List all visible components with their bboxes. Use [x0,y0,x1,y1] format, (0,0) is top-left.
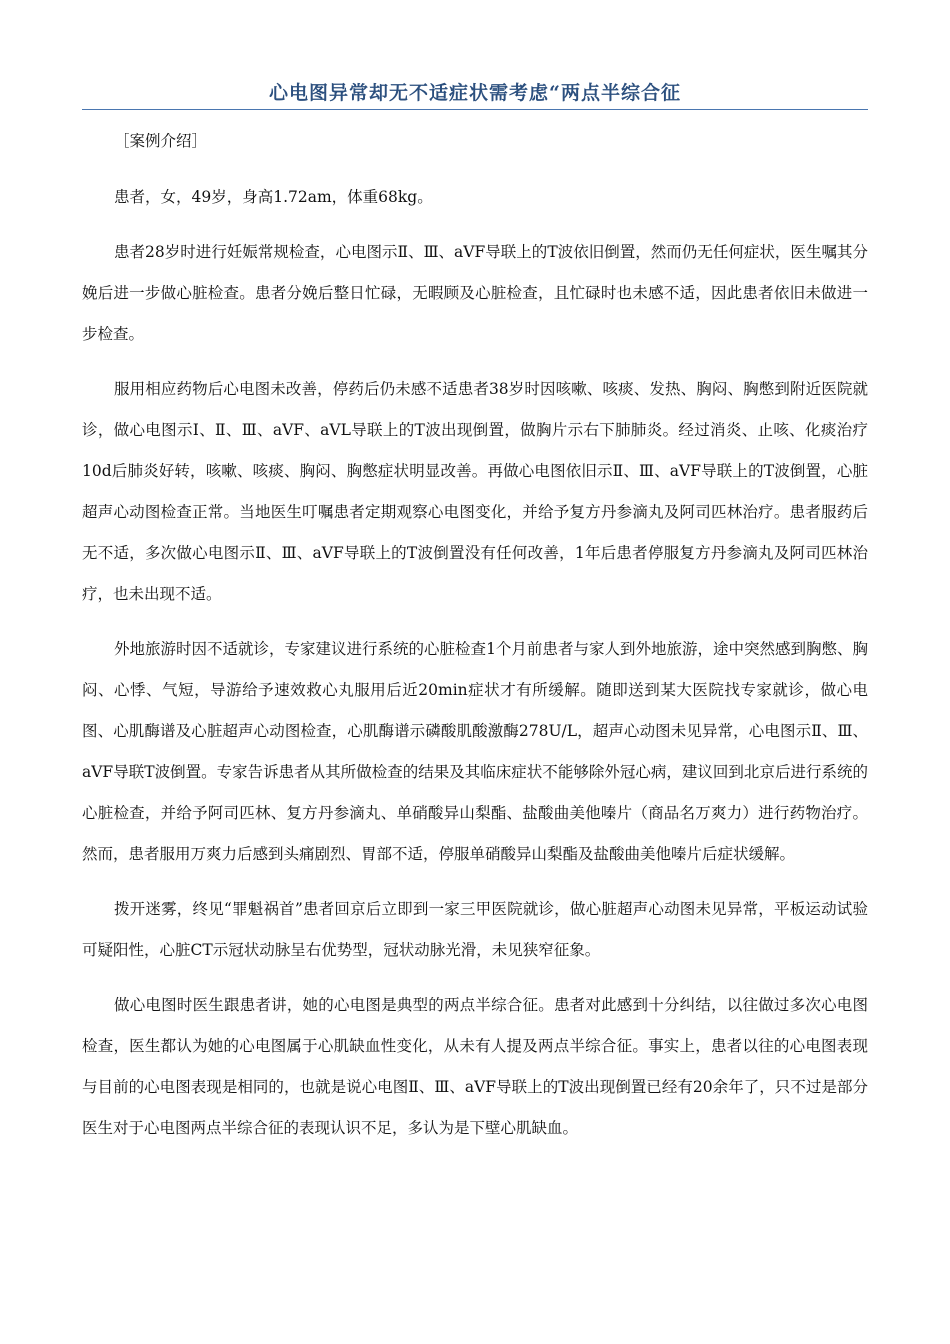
paragraph-patient-info: 患者，女，49岁，身高1.72am，体重68kg。 [114,188,433,206]
paragraph-two-thirty-syndrome: 做心电图时医生跟患者讲，她的心电图是典型的两点半综合征。患者对此感到十分纠结，以往做过多次心电图检查，医生都认为她的心电图属于心肌缺血性变化，从未有人提及两点半综合征。事实上，患者以往的心电图表现与目前的心电图表现是相同的，也就是说心电图Ⅱ、Ⅲ、aVF导联上的T波出现倒置已经有20余年了，只不过是部分医生对于心电图两点半综合征的表现认识不足，多认为是下壁心肌缺血。 [82,996,868,1137]
paragraph-diagnosis: 拨开迷雾，终见“罪魁祸首”患者回京后立即到一家三甲医院就诊，做心脏超声心动图未见异常，平板运动试验可疑阳性，心脏CT示冠状动脉呈右优势型，冠状动脉光滑，未见狭窄征象。 [82,900,868,959]
section-label: ［案例介绍］ [114,132,208,150]
document-title: 心电图异常却无不适症状需考虑“两点半综合征 [82,78,868,110]
paragraph-pregnancy-exam: 患者28岁时进行妊娠常规检查，心电图示Ⅱ、Ⅲ、aVF导联上的T波依旧倒置，然而仍无任何症状，医生嘱其分娩后进一步做心脏检查。患者分娩后整日忙碌，无暇顾及心脏检查，且忙碌时也未感不适，因此患者依旧未做进一步检查。 [82,243,868,343]
paragraph-pneumonia-history: 服用相应药物后心电图未改善，停药后仍未感不适患者38岁时因咳嗽、咳痰、发热、胸闷、胸憋到附近医院就诊，做心电图示Ⅰ、Ⅱ、Ⅲ、aVF、aVL导联上的T波出现倒置，做胸片示右下肺肺炎。经过消炎、止咳、化痰治疗10d后肺炎好转，咳嗽、咳痰、胸闷、胸憋症状明显改善。再做心电图依旧示Ⅱ、Ⅲ、aVF导联上的T波倒置，心脏超声心动图检查正常。当地医生叮嘱患者定期观察心电图变化，并给予复方丹参滴丸及阿司匹林治疗。患者服药后无不适，多次做心电图示Ⅱ、Ⅲ、aVF导联上的T波倒置没有任何改善，1年后患者停服复方丹参滴丸及阿司匹林治疗，也未出现不适。 [82,380,868,603]
paragraph-travel-episode: 外地旅游时因不适就诊，专家建议进行系统的心脏检查1个月前患者与家人到外地旅游，途中突然感到胸憋、胸闷、心悸、气短，导游给予速效救心丸服用后近20min症状才有所缓解。随即送到某大医院找专家就诊，做心电图、心肌酶谱及心脏超声心动图检查，心肌酶谱示磷酸肌酸激酶278U/L，超声心动图未见异常，心电图示Ⅱ、Ⅲ、aVF导联T波倒置。专家告诉患者从其所做检查的结果及其临床症状不能够除外冠心病，建议回到北京后进行系统的心脏检查，并给予阿司匹林、复方丹参滴丸、单硝酸异山梨酯、盐酸曲美他嗪片（商品名万爽力）进行药物治疗。然而，患者服用万爽力后感到头痛剧烈、胃部不适，停服单硝酸异山梨酯及盐酸曲美他嗪片后症状缓解。 [82,640,868,863]
